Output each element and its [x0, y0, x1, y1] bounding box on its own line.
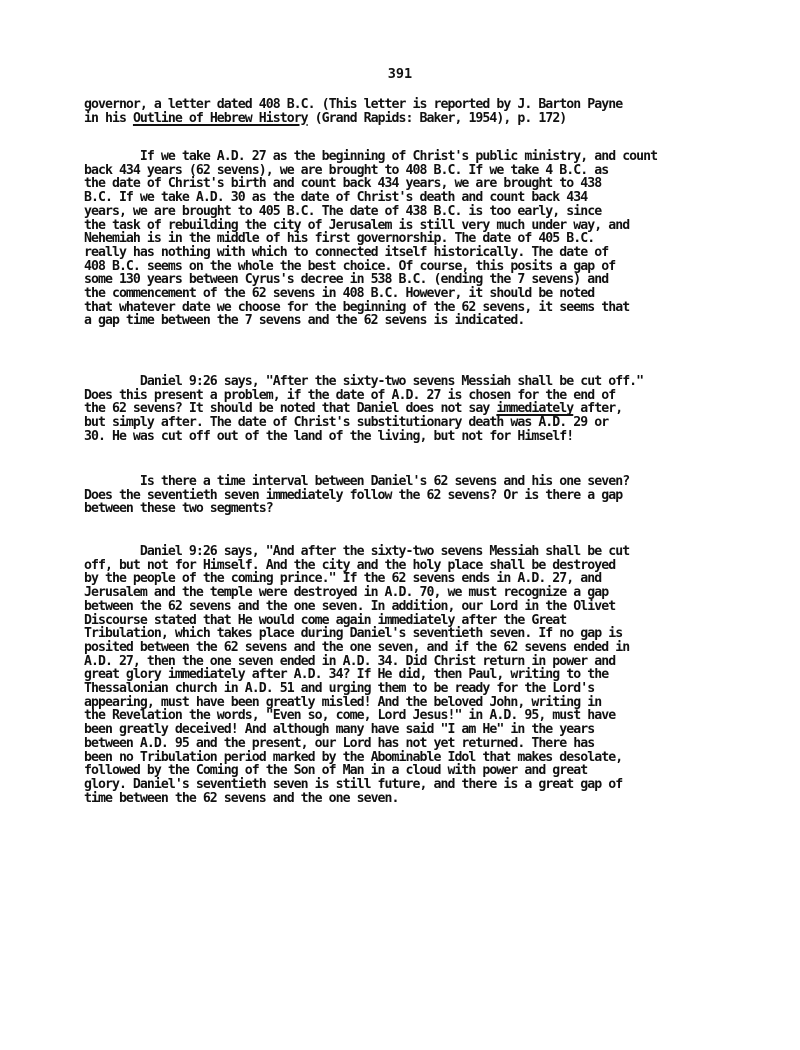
- text-line-segment: really has nothing with which to connected itself historically. The date of: [84, 244, 609, 260]
- text-line-segment: but simply after. The date of Christ's substitutionary death was A.D. 29 or: [84, 415, 609, 431]
- text-line-segment: 30. He was cut off out of the land of the living, but not for Himself!: [84, 428, 574, 444]
- text-line-segment: great glory immediately after A.D. 34? If He did, then Paul, writing to the: [84, 667, 609, 683]
- text-line-segment: been no Tribulation period marked by the Abominable Idol that makes desolate,: [84, 749, 623, 765]
- text-line-segment: the date of Christ's birth and count back 434 years, we are brought to 438: [84, 176, 602, 192]
- text-line-segment: the 62 sevens? It should be noted that Daniel does not say: [84, 401, 497, 417]
- text-line-segment: Tribulation, which takes place during Daniel's seventieth seven. If no gap is: [84, 626, 623, 642]
- text-line-segment: back 434 years (62 sevens), we are brought to 408 B.C. If we take 4 B.C. as: [84, 162, 609, 178]
- text-line-segment: the commencement of the 62 sevens in 408 B.C. However, it should be noted: [84, 286, 595, 302]
- text-line-segment: between the 62 sevens and the one seven. In addition, our Lord in the Olivet: [84, 598, 616, 614]
- text-line-segment: glory. Daniel's seventieth seven is still future, and there is a great gap of: [84, 776, 623, 792]
- paragraph-cut-off: [84, 375, 724, 444]
- underlined-text: Outline of Hebrew History: [132, 110, 308, 126]
- text-line-segment: Daniel 9:26 says, "After the sixty-two sevens Messiah shall be cut off.": [84, 374, 644, 389]
- paragraph-date-calculation: [84, 150, 724, 328]
- text-line-segment: in his: [84, 110, 133, 126]
- text-line-segment: (Grand Rapids: Baker, 1954), p. 172): [307, 110, 567, 126]
- text-line-segment: off, but not for Himself. And the city and the holy place shall be destroyed: [84, 557, 616, 573]
- text-line-segment: that whatever date we choose for the beginning of the 62 sevens, it seems that: [84, 299, 630, 315]
- text-line-segment: Is there a time interval between Daniel's 62 sevens and his one seven?: [84, 474, 630, 489]
- text-line-segment: time between the 62 sevens and the one seven.: [84, 790, 399, 806]
- text-line-segment: If we take A.D. 27 as the beginning of Christ's public ministry, and count: [84, 149, 658, 164]
- text-line-segment: some 130 years between Cyrus's decree in 538 B.C. (ending the 7 sevens) and: [84, 272, 609, 288]
- text-line-segment: followed by the Coming of the Son of Man in a cloud with power and great: [84, 763, 588, 779]
- paragraph-continuation: [84, 98, 724, 125]
- text-line-segment: A.D. 27, then the one seven ended in A.D. 34. Did Christ return in power and: [84, 653, 616, 669]
- text-line-segment: governor, a letter dated 408 B.C. (This letter is reported by J. Barton Payne: [84, 97, 623, 112]
- text-line-segment: Thessalonian church in A.D. 51 and urging them to be ready for the Lord's: [84, 681, 595, 697]
- text-line-segment: by the people of the coming prince." If the 62 sevens ends in A.D. 27, and: [84, 571, 602, 587]
- underlined-text: immediately: [496, 401, 574, 417]
- text-line-segment: appearing, must have been greatly misled! And the beloved John, writing in: [84, 694, 602, 710]
- text-line-segment: Jerusalem and the temple were destroyed in A.D. 70, we must recognize a gap: [84, 585, 609, 601]
- text-line-segment: Discourse stated that He would come again immediately after the Great: [84, 612, 567, 628]
- text-line-segment: the Revelation the words, "Even so, come, Lord Jesus!" in A.D. 95, must have: [84, 708, 616, 724]
- text-line-segment: Does the seventieth seven immediately follow the 62 sevens? Or is there a gap: [84, 487, 623, 503]
- page-number: 391: [387, 66, 413, 82]
- text-line-segment: posited between the 62 sevens and the one seven, and if the 62 sevens ended in: [84, 639, 630, 655]
- text-line-segment: between these two segments?: [84, 501, 273, 517]
- text-line-segment: Nehemiah is in the middle of his first governorship. The date of 405 B.C.: [84, 231, 595, 247]
- text-line-segment: years, we are brought to 405 B.C. The date of 438 B.C. is too early, since: [84, 203, 602, 219]
- text-line-segment: between A.D. 95 and the present, our Lord has not yet returned. There has: [84, 735, 595, 751]
- text-line-segment: 408 B.C. seems on the whole the best choice. Of course, this posits a gap of: [84, 258, 616, 274]
- paragraph-gap-argument: [84, 545, 724, 805]
- text-line-segment: Does this present a problem, if the date of A.D. 27 is chosen for the end of: [84, 387, 616, 403]
- text-line-segment: Daniel 9:26 says, "And after the sixty-two sevens Messiah shall be cut: [84, 544, 630, 559]
- text-line-segment: after,: [573, 401, 623, 417]
- text-line-segment: the task of rebuilding the city of Jerusalem is still very much under way, and: [84, 217, 630, 233]
- paragraph-time-interval-question: [84, 475, 724, 516]
- text-line-segment: been greatly deceived! And although many have said "I am He" in the years: [84, 722, 595, 738]
- text-line-segment: B.C. If we take A.D. 30 as the date of Christ's death and count back 434: [84, 190, 588, 206]
- text-line-segment: a gap time between the 7 sevens and the 62 sevens is indicated.: [84, 313, 525, 329]
